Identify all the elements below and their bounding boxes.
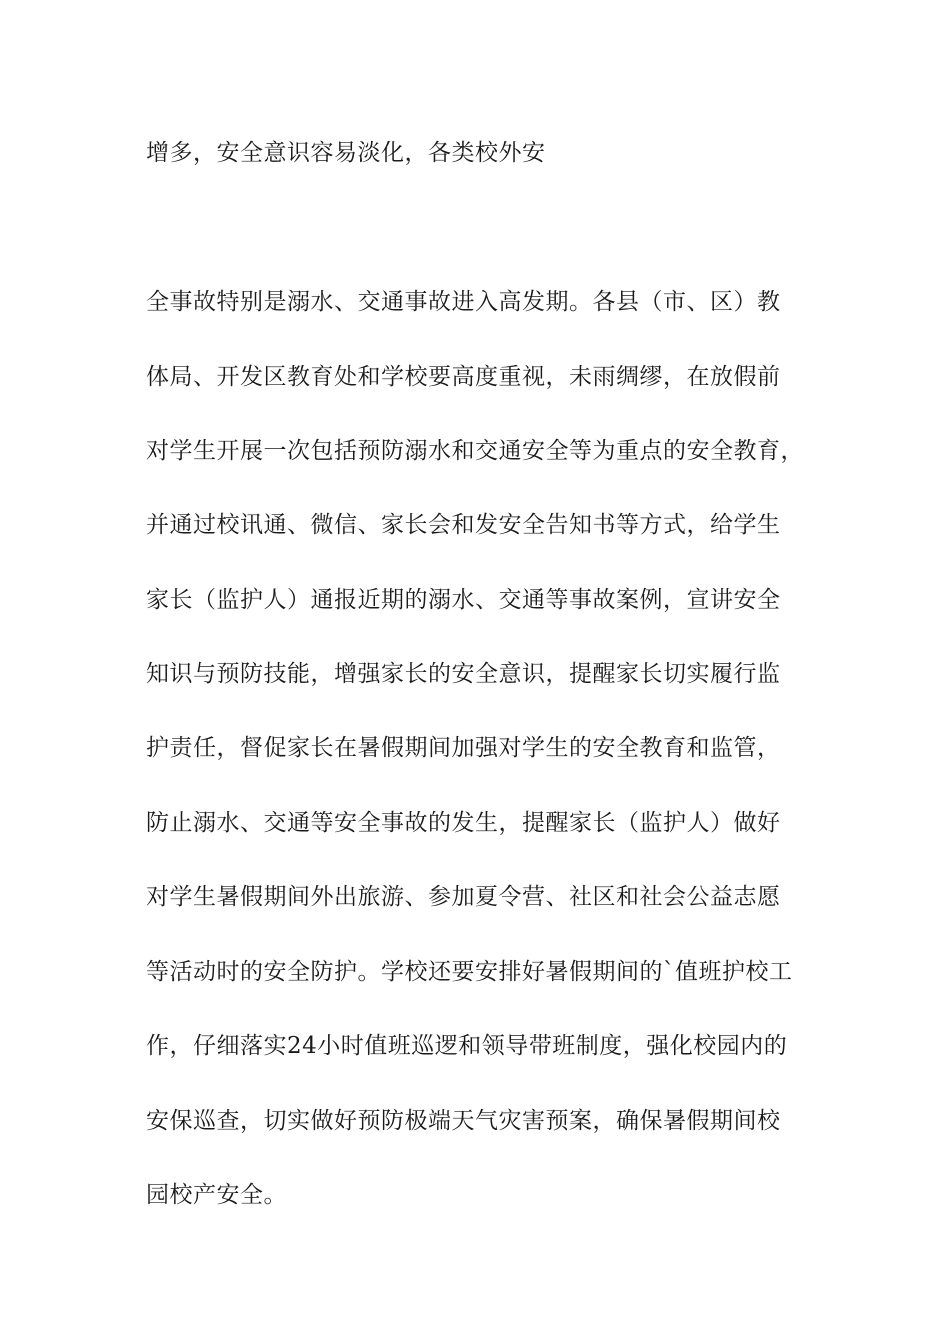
text-line-4: 对学生开展一次包括预防溺水和交通安全等为重点的安全教育，: [146, 438, 804, 464]
text-line-6: 家长（监护人）通报近期的溺水、交通等事故案例，宣讲安全: [146, 587, 781, 613]
text-line-12: 作，仔细落实24小时值班巡逻和领导带班制度，强化校园内的: [146, 1033, 788, 1059]
text-line-7: 知识与预防技能，增强家长的安全意识，提醒家长切实履行监: [146, 661, 781, 687]
text-line-5: 并通过校讯通、微信、家长会和发安全告知书等方式，给学生: [146, 512, 781, 538]
text-line-11: 等活动时的安全防护。学校还要安排好暑假期间的`值班护校工: [146, 959, 793, 985]
text-line-14: 园校产安全。: [146, 1182, 287, 1208]
text-line-10: 对学生暑假期间外出旅游、参加夏令营、社区和社会公益志愿: [146, 884, 781, 910]
text-line-2: 全事故特别是溺水、交通事故进入高发期。各县（市、区）教: [146, 289, 781, 315]
text-line-1: 增多，安全意识容易淡化，各类校外安: [146, 140, 546, 166]
text-line-9: 防止溺水、交通等安全事故的发生，提醒家长（监护人）做好: [146, 810, 781, 836]
text-line-8: 护责任，督促家长在暑假期间加强对学生的安全教育和监管，: [146, 735, 781, 761]
text-line-3: 体局、开发区教育处和学校要高度重视，未雨绸缪，在放假前: [146, 364, 781, 390]
text-line-13: 安保巡查，切实做好预防极端天气灾害预案，确保暑假期间校: [146, 1108, 781, 1134]
